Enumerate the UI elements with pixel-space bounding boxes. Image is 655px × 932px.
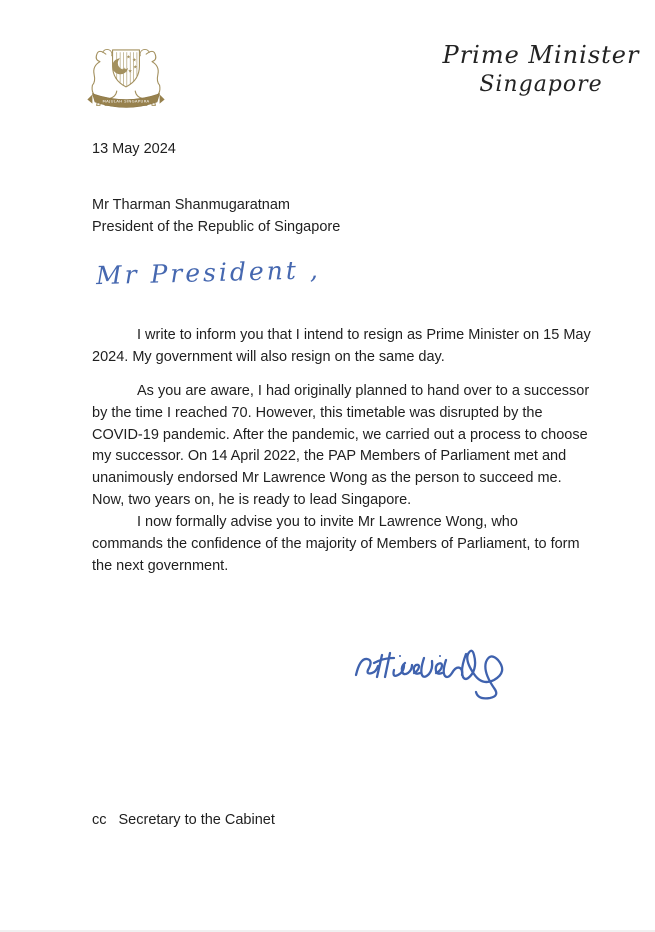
svg-text:★: ★ <box>132 64 138 71</box>
paragraph-3: I now formally advise you to invite Mr Lawrence Wong, who commands the confidence of the majority of Members of Parliament, to form the next government. <box>92 514 580 574</box>
recipient-name: Mr Tharman Shanmugaratnam <box>92 197 290 213</box>
paragraph-1: I write to inform you that I intend to resign as Prime Minister on 15 May 2024. My government will also resign on the same day. <box>92 327 591 365</box>
handwritten-salutation: Mr President , <box>95 255 322 291</box>
svg-text:★: ★ <box>127 68 133 75</box>
paragraph-2: As you are aware, I had originally planned to hand over to a successor by the time I reached 70. However, this timetable was disrupted by the COVID-19 pandemic. After the pandemic, we carried out a process to choose my successor. On 14 April 2022, the PAP Members of Parliament met and unanimously endorsed Mr Lawrence Wong as the person to succeed me. Now, two years on, he is ready to lead Singapore. <box>92 383 590 508</box>
letterhead-office-country: Singapore <box>479 72 603 97</box>
letter-date: 13 May 2024 <box>92 141 176 157</box>
svg-text:★: ★ <box>126 54 131 61</box>
handwritten-signature-icon <box>348 630 538 700</box>
cc-value: Secretary to the Cabinet <box>118 812 275 828</box>
crest-motto: MAJULAH SINGAPURA <box>102 98 150 104</box>
svg-text:★: ★ <box>132 57 137 64</box>
letterhead-office-title: Prime Minister <box>442 41 640 69</box>
cc-line <box>92 812 275 828</box>
recipient-block <box>92 194 340 238</box>
svg-text:★: ★ <box>122 66 127 73</box>
letterhead-office <box>431 40 651 100</box>
singapore-state-crest-icon <box>84 40 168 122</box>
cc-label: cc <box>92 812 107 828</box>
recipient-title: President of the Republic of Singapore <box>92 219 341 235</box>
